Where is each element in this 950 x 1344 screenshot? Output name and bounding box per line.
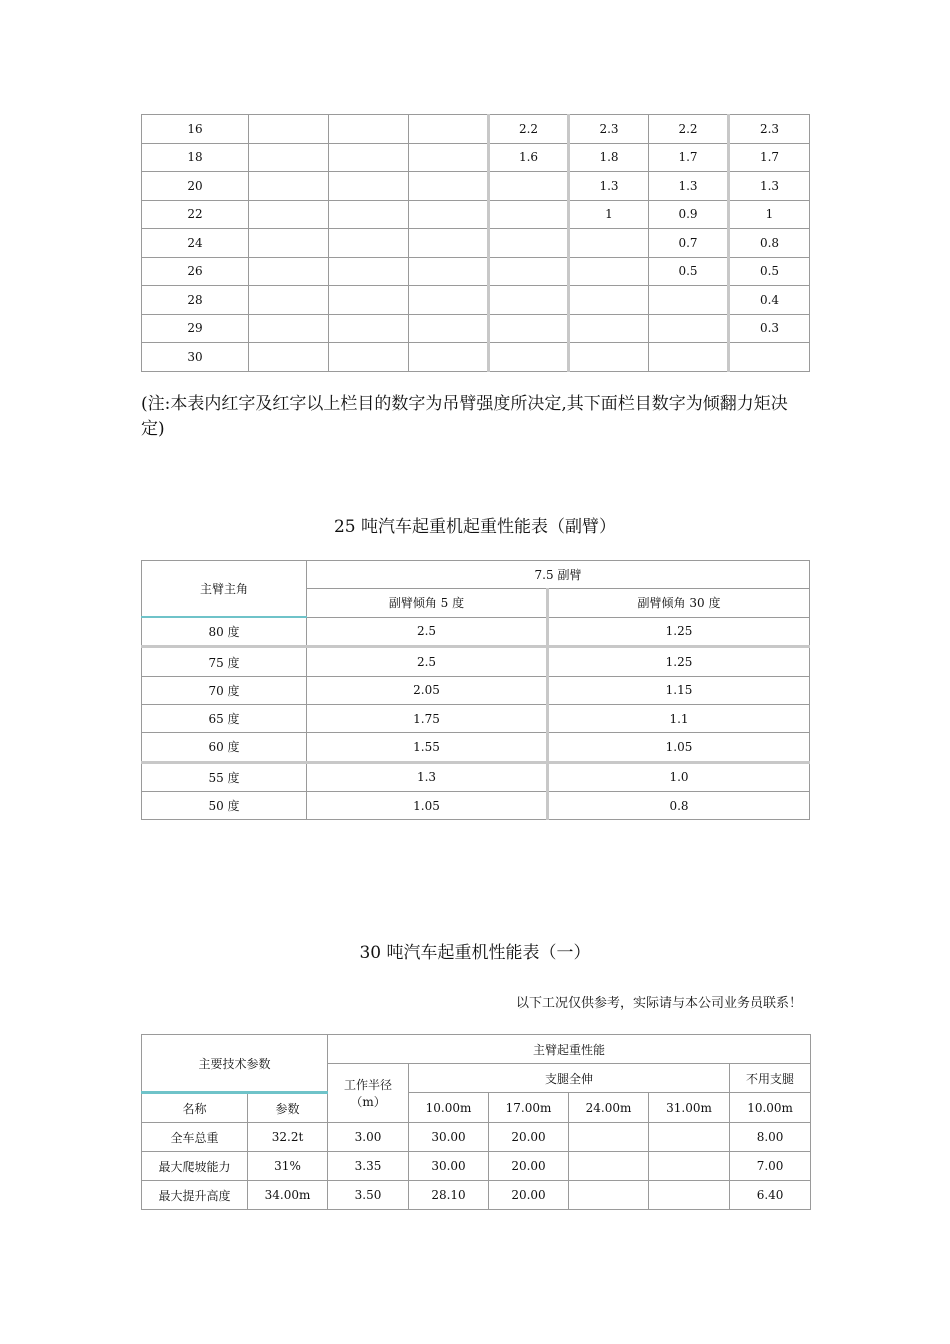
header-no-outrigger: 不用支腿 (730, 1064, 811, 1093)
header-boom-performance: 主臂起重性能 (328, 1035, 811, 1064)
table-row: 70 度 2.05 1.15 (142, 676, 810, 704)
performance-table (141, 1034, 811, 1210)
header-tech-params: 主要技术参数 (142, 1035, 328, 1093)
table-row: 75 度 2.5 1.25 (142, 647, 810, 676)
table-header-row (142, 561, 810, 589)
table-row: 30 (142, 343, 810, 372)
table-row: 28 0.4 (142, 286, 810, 315)
table-row: 55 度 1.3 1.0 (142, 762, 810, 791)
header-jib-angle-5: 副臂倾角 5 度 (307, 589, 548, 617)
header-main-angle: 主臂主角 (142, 561, 307, 618)
table-row: 80 度 2.5 1.25 (142, 617, 810, 647)
table-row: 60 度 1.55 1.05 (142, 733, 810, 762)
header-jib-angle-30: 副臂倾角 30 度 (548, 589, 810, 617)
table-row: 24 0.7 0.8 (142, 229, 810, 258)
table-row: 22 1 0.9 1 (142, 200, 810, 229)
header-name: 名称 (142, 1093, 248, 1123)
table-row: 29 0.3 (142, 314, 810, 343)
table-header-row: 名称 参数 10.00m 17.00m 24.00m 31.00m 10.00m (142, 1093, 811, 1123)
table-row: 18 1.6 1.8 1.7 1.7 (142, 143, 810, 172)
table3-title: 30 吨汽车起重机性能表（一） (359, 943, 591, 963)
table-row: 16 2.2 2.3 2.2 2.3 (142, 115, 810, 144)
table-row: 65 度 1.75 1.1 (142, 704, 810, 732)
disclaimer-note: 以下工况仅供参考，实际请与本公司业务员联系！ (515, 996, 802, 1011)
table-row: 20 1.3 1.3 1.3 (142, 172, 810, 201)
table-row: 最大提升高度 34.00m 3.50 28.10 20.00 6.40 (142, 1181, 811, 1210)
table-header-row (142, 1035, 811, 1064)
jib-load-table (141, 560, 810, 820)
header-param: 参数 (248, 1093, 328, 1123)
table-row: 最大爬坡能力 31% 3.35 30.00 20.00 7.00 (142, 1152, 811, 1181)
table-row: 26 0.5 0.5 (142, 257, 810, 286)
header-outrigger-extended: 支腿全伸 (409, 1064, 730, 1093)
table-row: 50 度 1.05 0.8 (142, 791, 810, 819)
header-jib: 7.5 副臂 (307, 561, 810, 589)
load-table-continued (141, 114, 810, 372)
table2-title: 25 吨汽车起重机起重性能表（副臂） (333, 517, 617, 537)
table-row: 全车总重 32.2t 3.00 30.00 20.00 8.00 (142, 1123, 811, 1152)
header-working-radius: 工作半径 （m） (328, 1064, 409, 1123)
table-note: (注:本表内红字及红字以上栏目的数字为吊臂强度所决定,其下面栏目数字为倾翻力矩决定) (141, 394, 788, 439)
